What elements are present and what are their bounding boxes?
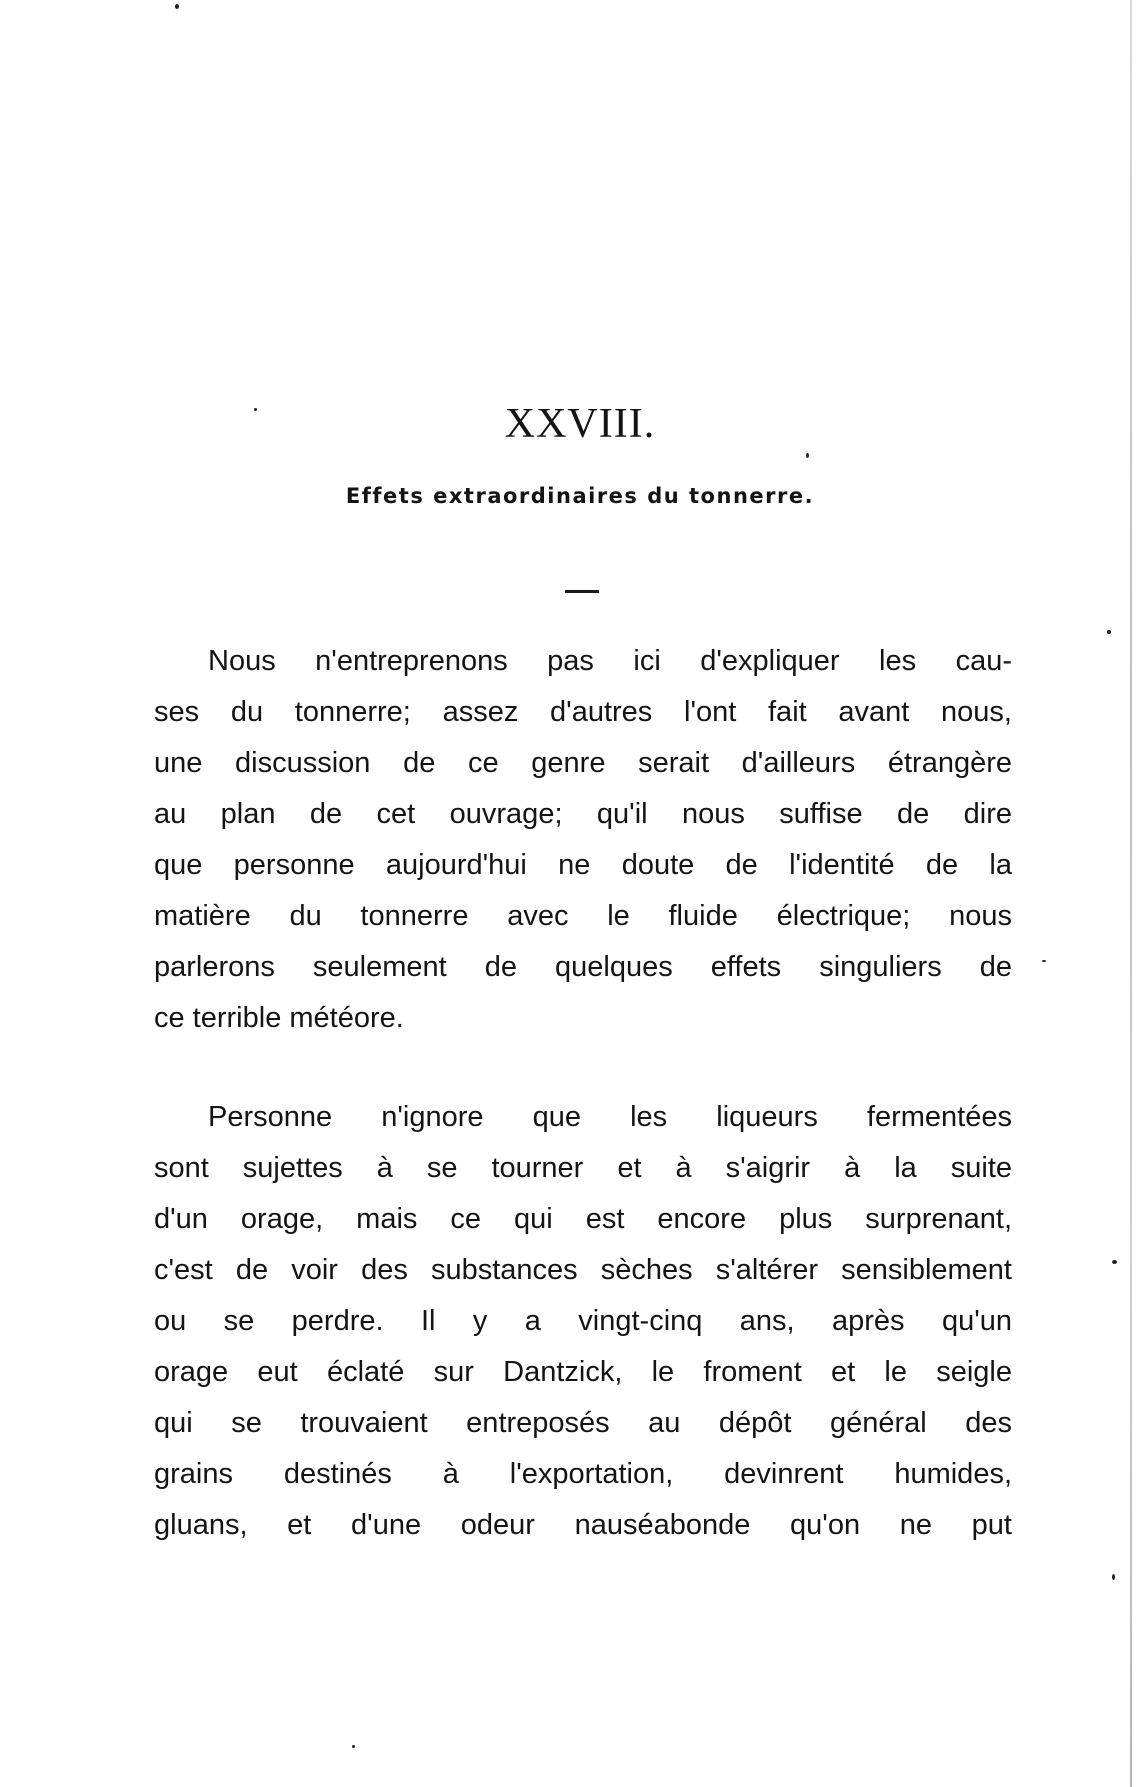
- text-line: c'est de voir des substances sèches s'altérer sensiblement: [154, 1254, 1012, 1286]
- text-line: ou se perdre. Il y a vingt-cinq ans, après qu'un: [154, 1305, 1012, 1337]
- scan-speck: [1042, 960, 1046, 962]
- text-line: d'un orage, mais ce qui est encore plus surprenant,: [154, 1203, 1012, 1235]
- scan-speck: [1107, 630, 1111, 634]
- paragraph-2: [154, 1092, 1012, 1551]
- text-line: qui se trouvaient entreposés au dépôt général des: [154, 1407, 1012, 1439]
- chapter-number: XXVIII.: [504, 401, 656, 447]
- text-line: ce terrible météore.: [154, 1002, 404, 1034]
- paragraph-1: [154, 636, 1012, 1044]
- text-line: matière du tonnerre avec le fluide électrique; nous: [154, 900, 1012, 932]
- scan-speck: [175, 4, 179, 9]
- text-line: ses du tonnerre; assez d'autres l'ont fait avant nous,: [154, 696, 1012, 728]
- scan-speck: [806, 453, 809, 458]
- text-line: parlerons seulement de quelques effets singuliers de: [154, 951, 1012, 983]
- scan-edge-line: [1130, 0, 1132, 1787]
- text-line: orage eut éclaté sur Dantzick, le froment et le seigle: [154, 1356, 1012, 1388]
- text-line: grains destinés à l'exportation, devinrent humides,: [154, 1458, 1012, 1490]
- scan-speck: [352, 1745, 355, 1748]
- text-line: Personne n'ignore que les liqueurs fermentées: [208, 1101, 1012, 1133]
- section-divider: [565, 590, 599, 593]
- text-line: gluans, et d'une odeur nauséabonde qu'on ne put: [154, 1509, 1012, 1541]
- text-line: une discussion de ce genre serait d'ailleurs étrangère: [154, 747, 1012, 779]
- text-line: Nous n'entreprenons pas ici d'expliquer les cau-: [208, 645, 1012, 677]
- chapter-title: Effets extraordinaires du tonnerre.: [345, 484, 815, 508]
- scan-speck: [1112, 1260, 1117, 1264]
- text-line: que personne aujourd'hui ne doute de l'identité de la: [154, 849, 1012, 881]
- scan-speck: [254, 408, 257, 411]
- text-line: au plan de cet ouvrage; qu'il nous suffise de dire: [154, 798, 1012, 830]
- text-line: sont sujettes à se tourner et à s'aigrir à la suite: [154, 1152, 1012, 1184]
- scan-speck: [1112, 1574, 1115, 1580]
